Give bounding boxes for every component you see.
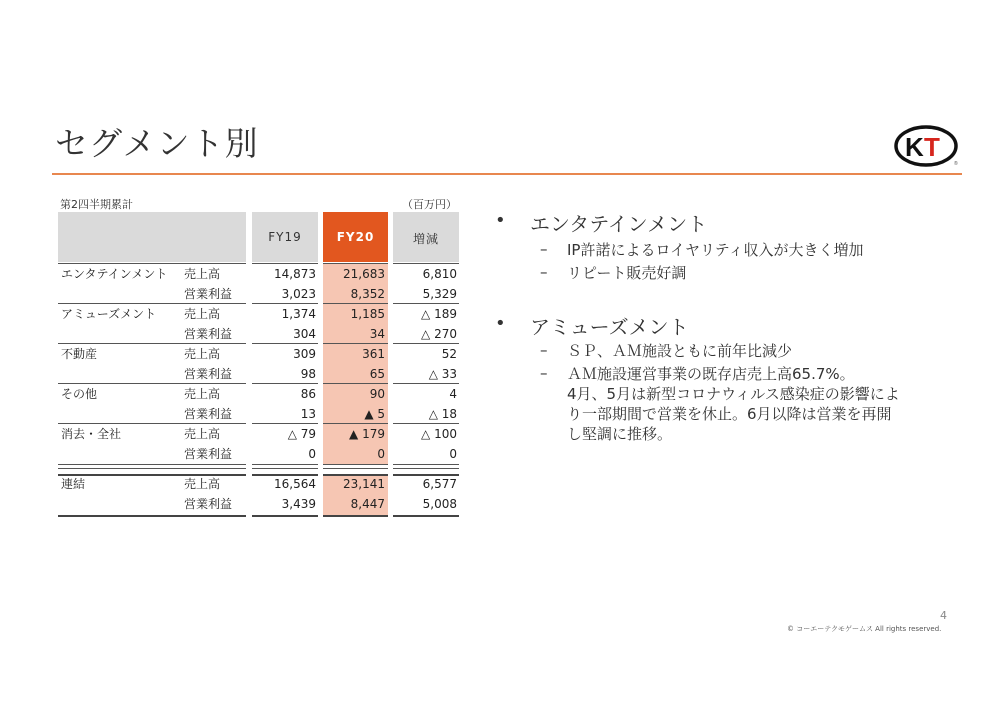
fy19-value: 16,564 xyxy=(274,477,316,491)
row-item: 売上高 xyxy=(184,477,221,491)
diff-value: 6,810 xyxy=(422,267,457,281)
kt-logo-icon xyxy=(894,125,960,167)
diff-value: △ 270 xyxy=(421,327,457,341)
dash: – xyxy=(540,263,548,281)
row-divider xyxy=(252,515,318,517)
fy19-value: 14,873 xyxy=(274,267,316,281)
diff-value: 52 xyxy=(441,347,457,361)
diff-value: △ 100 xyxy=(421,427,457,441)
fy20-value: 21,683 xyxy=(343,267,385,281)
diff-value: 4 xyxy=(449,387,457,401)
fy20-value: ▲ 5 xyxy=(364,407,385,421)
dash: – xyxy=(540,240,548,258)
row-divider xyxy=(252,383,318,384)
title-underline xyxy=(52,173,962,175)
fy19-value: 98 xyxy=(300,367,316,381)
dash: – xyxy=(540,341,548,359)
row-divider xyxy=(58,474,246,476)
diff-value: △ 189 xyxy=(421,307,457,321)
row-item: 売上高 xyxy=(184,307,221,321)
fy20-value: 34 xyxy=(369,327,385,341)
fy20-value: ▲ 179 xyxy=(349,427,385,441)
row-divider xyxy=(252,263,318,264)
row-divider xyxy=(393,468,459,469)
row-divider xyxy=(323,303,388,304)
row-divider xyxy=(323,383,388,384)
row-divider xyxy=(252,343,318,344)
row-item: 営業利益 xyxy=(184,327,233,341)
row-divider xyxy=(393,464,459,465)
segment-name: 連結 xyxy=(61,477,86,491)
row-divider xyxy=(323,263,388,264)
row-divider xyxy=(393,515,459,517)
fy19-value: 3,439 xyxy=(281,497,316,511)
fy19-value: 3,023 xyxy=(281,287,316,301)
fy20-value: 23,141 xyxy=(343,477,385,491)
bullet-heading-entertainment: エンタテインメント xyxy=(530,212,708,236)
row-divider xyxy=(393,303,459,304)
row-divider xyxy=(252,468,318,469)
diff-value: △ 33 xyxy=(428,367,457,381)
fy20-value: 8,352 xyxy=(350,287,385,301)
header-label-bg xyxy=(58,212,246,262)
fy20-value: 65 xyxy=(369,367,385,381)
segment-name: アミューズメント xyxy=(61,307,157,321)
row-item: 営業利益 xyxy=(184,407,233,421)
row-divider xyxy=(323,343,388,344)
diff-value: △ 18 xyxy=(428,407,457,421)
row-divider xyxy=(393,423,459,424)
fy20-value: 90 xyxy=(369,387,385,401)
row-item: 営業利益 xyxy=(184,287,233,301)
header-fy20: FY20 xyxy=(336,230,375,244)
fy19-value: 13 xyxy=(300,407,316,421)
row-item: 売上高 xyxy=(184,347,221,361)
table-unit: （百万円） xyxy=(402,198,457,211)
fy20-value: 8,447 xyxy=(350,497,385,511)
page-title: セグメント別 xyxy=(55,124,259,163)
fy20-value: 361 xyxy=(362,347,385,361)
row-divider xyxy=(58,515,246,517)
row-divider xyxy=(393,474,459,476)
row-divider xyxy=(252,303,318,304)
row-divider xyxy=(58,383,246,384)
diff-value: 5,008 xyxy=(422,497,457,511)
bullet-dot: • xyxy=(495,313,506,334)
dash: – xyxy=(540,364,548,382)
segment-name: エンタテインメント xyxy=(61,267,168,281)
table-caption: 第2四半期累計 xyxy=(60,198,133,211)
row-divider xyxy=(58,423,246,424)
bullet-item: ＳＰ、ＡＭ施設ともに前年比減少 xyxy=(567,342,793,360)
row-divider xyxy=(58,468,246,469)
row-item: 営業利益 xyxy=(184,497,233,511)
row-divider xyxy=(323,423,388,424)
diff-value: 0 xyxy=(449,447,457,461)
row-item: 売上高 xyxy=(184,387,221,401)
row-divider xyxy=(323,474,388,476)
row-item: 売上高 xyxy=(184,427,221,441)
diff-value: 5,329 xyxy=(422,287,457,301)
bullet-item-line: り一部期間で営業を休止。6月以降は営業を再開 xyxy=(567,405,892,423)
row-divider xyxy=(393,383,459,384)
row-divider xyxy=(323,468,388,469)
row-divider xyxy=(393,263,459,264)
fy19-value: 0 xyxy=(308,447,316,461)
copyright: © コーエーテクモゲームス All rights reserved. xyxy=(787,625,942,633)
bullet-dot: • xyxy=(495,210,506,231)
svg-text:®: ® xyxy=(954,161,958,167)
row-item: 営業利益 xyxy=(184,447,233,461)
header-fy19: FY19 xyxy=(268,230,302,244)
row-divider xyxy=(58,263,246,264)
row-divider xyxy=(58,464,246,465)
fy19-value: 1,374 xyxy=(281,307,316,321)
row-divider xyxy=(393,343,459,344)
row-divider xyxy=(252,464,318,465)
row-item: 営業利益 xyxy=(184,367,233,381)
fy19-value: 304 xyxy=(293,327,316,341)
fy19-value: 309 xyxy=(293,347,316,361)
diff-value: 6,577 xyxy=(422,477,457,491)
row-divider xyxy=(58,343,246,344)
row-divider xyxy=(252,474,318,476)
row-divider xyxy=(323,515,388,517)
row-divider xyxy=(323,464,388,465)
page-number: 4 xyxy=(940,609,947,622)
svg-text:K: K xyxy=(905,132,924,162)
bullet-heading-amusement: アミューズメント xyxy=(530,315,689,339)
row-divider xyxy=(58,303,246,304)
svg-text:T: T xyxy=(924,132,940,162)
fy19-value: 86 xyxy=(300,387,316,401)
bullet-item: ＡＭ施設運営事業の既存店売上高65.7%。 xyxy=(567,365,855,383)
segment-name: 不動産 xyxy=(61,347,98,361)
segment-name: その他 xyxy=(61,387,98,401)
row-item: 売上高 xyxy=(184,267,221,281)
segment-name: 消去・全社 xyxy=(61,427,122,441)
row-divider xyxy=(252,423,318,424)
fy20-value: 1,185 xyxy=(350,307,385,321)
bullet-item-line: 4月、5月は新型コロナウィルス感染症の影響によ xyxy=(567,385,900,403)
fy20-value: 0 xyxy=(377,447,385,461)
bullet-item: IP許諾によるロイヤリティ収入が大きく増加 xyxy=(567,241,864,259)
fy19-value: △ 79 xyxy=(287,427,316,441)
bullet-item: リピート販売好調 xyxy=(567,264,687,282)
header-diff: 増減 xyxy=(412,232,439,246)
bullet-item-line: し堅調に推移。 xyxy=(567,425,673,443)
